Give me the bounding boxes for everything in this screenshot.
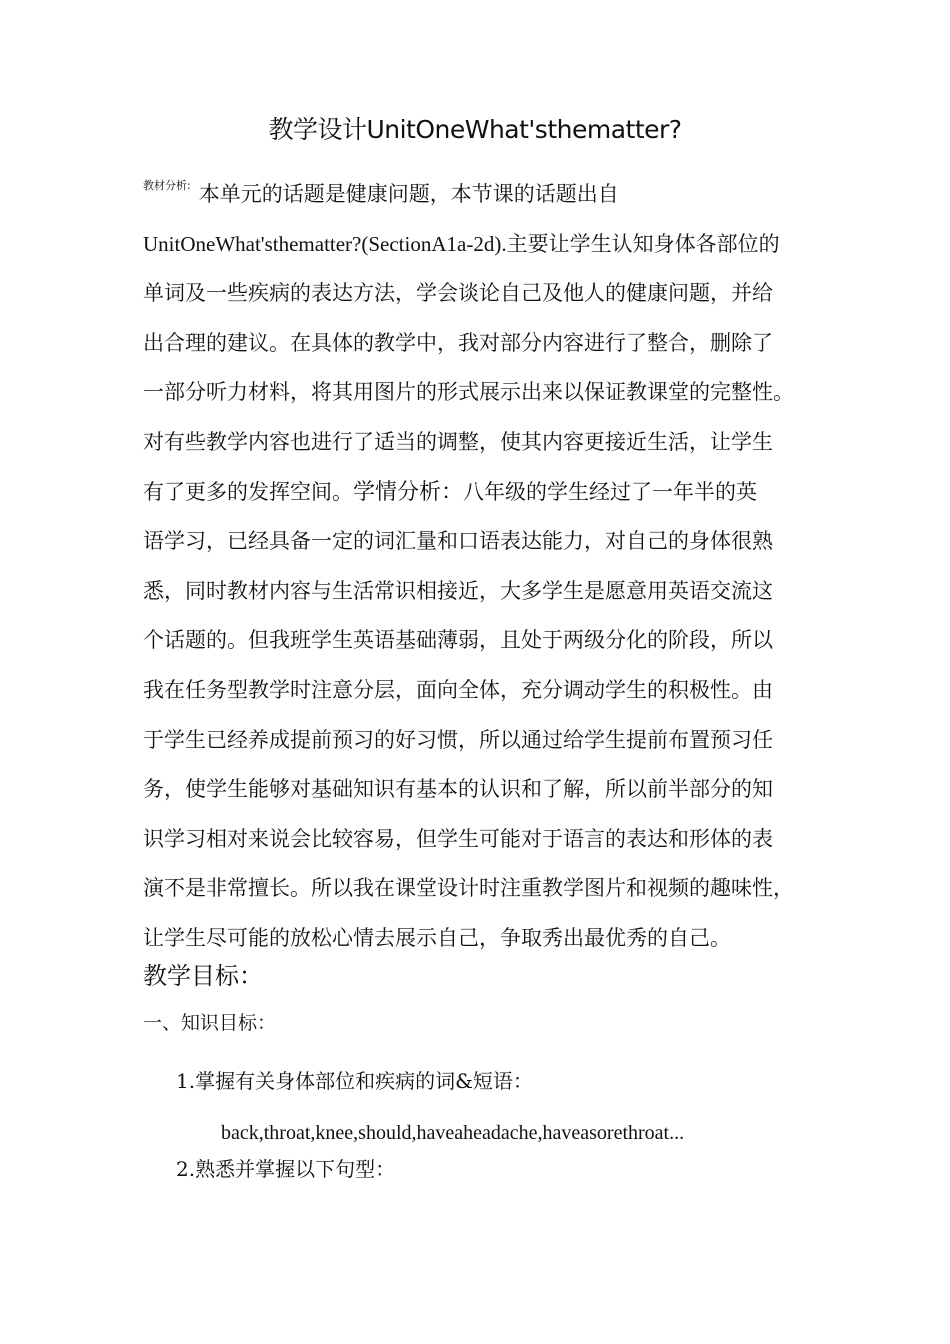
body-line-12: 于学生已经养成提前预习的好习惯，所以通过给学生提前布置预习任: [143, 727, 773, 752]
document-title: 教学设计UnitOneWhat'sthematter?: [268, 115, 682, 144]
goal-item-1: 1.掌握有关身体部位和疾病的词&短语：: [176, 1069, 533, 1093]
teaching-goals-heading: 教学目标：: [143, 962, 263, 990]
document-body: [143, 161, 833, 964]
body-line-1: $^{教材分析:}$ 本单元的话题是健康问题，本节课的话题出自: [143, 179, 619, 206]
body-line-5: 一部分听力材料，将其用图片的形式展示出来以保证教课堂的完整性。: [143, 380, 794, 405]
body-line-13: 务，使学生能够对基础知识有基本的认识和了解，所以前半部分的知: [143, 777, 773, 802]
body-line-4: 出合理的建议。在具体的教学中，我对部分内容进行了整合，删除了: [143, 330, 773, 355]
body-line-9: 悉，同时教材内容与生活常识相接近，大多学生是愿意用英语交流这: [143, 578, 773, 603]
body-line-16: 让学生尽可能的放松心情去展示自己，争取秀出最优秀的自己。: [143, 925, 731, 950]
body-line-7: 有了更多的发挥空间。学情分析：八年级的学生经过了一年半的英: [143, 479, 758, 505]
body-line-14: 识学习相对来说会比较容易，但学生可能对于语言的表达和形体的表: [143, 826, 773, 851]
body-line-6: 对有些教学内容也进行了适当的调整，使其内容更接近生活，让学生: [143, 429, 773, 454]
vocabulary-line: back,throat,knee,should,haveaheadache,haveasorethroat...: [221, 1122, 685, 1144]
textbook-analysis-label: 教材分析:: [143, 179, 191, 192]
student-analysis-heading: 学情分析：: [353, 479, 464, 505]
body-line-3: 单词及一些疾病的表达方法，学会谈论自己及他人的健康问题，并给: [143, 281, 773, 306]
body-line-11: 我在任务型教学时注意分层，面向全体，充分调动学生的积极性。由: [143, 677, 773, 702]
body-line-15: 演不是非常擅长。所以我在课堂设计时注重教学图片和视频的趣味性，: [143, 876, 794, 901]
body-line-10: 个话题的。但我班学生英语基础薄弱，且处于两级分化的阶段，所以: [143, 628, 773, 653]
body-line-2: UnitOneWhat'sthematter?(SectionA1a-2d).主要让学生认知身体各部位的: [143, 231, 780, 256]
knowledge-goals-heading: 一、知识目标：: [143, 1012, 277, 1034]
body-line-8: 语学习，已经具备一定的词汇量和口语表达能力，对自己的身体很熟: [143, 529, 773, 554]
goal-item-2: 2.熟悉并掌握以下句型：: [176, 1157, 396, 1181]
